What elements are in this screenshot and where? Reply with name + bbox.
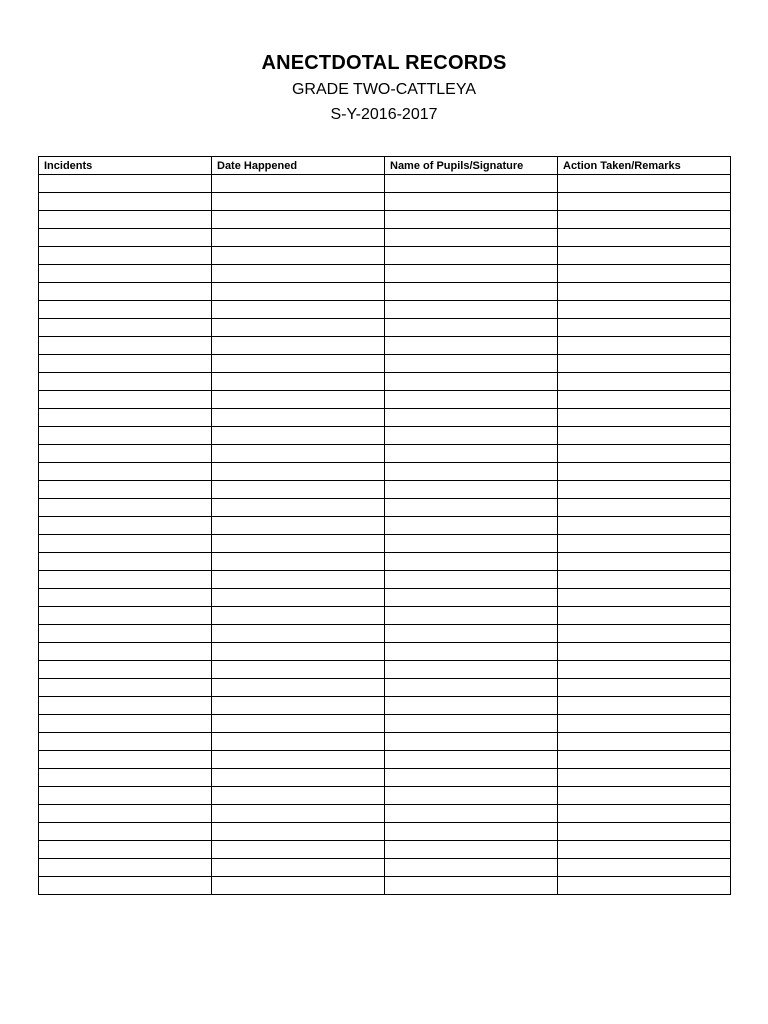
table-cell <box>385 823 558 841</box>
table-cell <box>39 409 212 427</box>
table-cell <box>558 319 731 337</box>
table-cell <box>212 373 385 391</box>
table-cell <box>39 319 212 337</box>
table-cell <box>385 337 558 355</box>
table-cell <box>558 337 731 355</box>
table-cell <box>558 553 731 571</box>
table-cell <box>558 877 731 895</box>
table-cell <box>385 265 558 283</box>
table-row <box>39 859 731 877</box>
table-row <box>39 787 731 805</box>
table-cell <box>212 463 385 481</box>
table-cell <box>558 643 731 661</box>
table-row <box>39 661 731 679</box>
table-cell <box>385 229 558 247</box>
table-cell <box>558 301 731 319</box>
table-cell <box>385 193 558 211</box>
table-cell <box>385 373 558 391</box>
table-cell <box>558 733 731 751</box>
table-cell <box>385 409 558 427</box>
table-cell <box>39 589 212 607</box>
table-cell <box>212 679 385 697</box>
table-cell <box>558 481 731 499</box>
table-header-row <box>39 157 731 175</box>
table-row <box>39 211 731 229</box>
table-cell <box>385 805 558 823</box>
table-cell <box>212 247 385 265</box>
table-cell <box>212 859 385 877</box>
table-cell <box>39 211 212 229</box>
table-cell <box>558 247 731 265</box>
table-cell <box>39 715 212 733</box>
table-cell <box>39 355 212 373</box>
table-cell <box>558 679 731 697</box>
table-cell <box>385 715 558 733</box>
table-row <box>39 517 731 535</box>
table-cell <box>39 805 212 823</box>
table-row <box>39 679 731 697</box>
table-cell <box>212 319 385 337</box>
table-cell <box>212 499 385 517</box>
table-cell <box>385 607 558 625</box>
table-cell <box>39 787 212 805</box>
table-cell <box>212 787 385 805</box>
table-row <box>39 625 731 643</box>
table-cell <box>558 661 731 679</box>
table-cell <box>558 229 731 247</box>
table-cell <box>39 193 212 211</box>
table-cell <box>212 769 385 787</box>
table-cell <box>385 661 558 679</box>
table-cell <box>558 625 731 643</box>
table-row <box>39 571 731 589</box>
table-row <box>39 337 731 355</box>
table-cell <box>558 283 731 301</box>
table-cell <box>385 391 558 409</box>
table-cell <box>39 283 212 301</box>
table-cell <box>212 301 385 319</box>
table-cell <box>39 301 212 319</box>
table-cell <box>385 859 558 877</box>
table-cell <box>212 571 385 589</box>
table-cell <box>385 499 558 517</box>
table-cell <box>385 553 558 571</box>
table-cell <box>558 517 731 535</box>
table-cell <box>385 787 558 805</box>
table-cell <box>39 481 212 499</box>
table-row <box>39 823 731 841</box>
table-cell <box>212 805 385 823</box>
table-cell <box>558 355 731 373</box>
column-header-date-happened: Date Happened <box>212 157 385 175</box>
document-header <box>0 50 768 127</box>
table-cell <box>385 301 558 319</box>
table-cell <box>39 661 212 679</box>
anecdotal-records-table <box>38 156 731 895</box>
table-row <box>39 427 731 445</box>
table-row <box>39 751 731 769</box>
table-cell <box>558 697 731 715</box>
table-cell <box>39 859 212 877</box>
document-title: ANECTDOTAL RECORDS <box>261 52 507 74</box>
table-cell <box>385 625 558 643</box>
table-cell <box>212 841 385 859</box>
table-cell <box>558 823 731 841</box>
table-row <box>39 733 731 751</box>
school-year: S-Y-2016-2017 <box>330 106 438 123</box>
document-subtitle: GRADE TWO-CATTLEYA <box>291 81 476 98</box>
table-cell <box>39 337 212 355</box>
table-cell <box>558 607 731 625</box>
table-cell <box>385 697 558 715</box>
table-cell <box>39 697 212 715</box>
table-row <box>39 553 731 571</box>
table-row <box>39 877 731 895</box>
table-cell <box>39 463 212 481</box>
table-row <box>39 643 731 661</box>
table-cell <box>212 193 385 211</box>
table-cell <box>385 427 558 445</box>
table-cell <box>558 715 731 733</box>
column-header-incidents: Incidents <box>39 157 212 175</box>
table-row <box>39 481 731 499</box>
table-cell <box>39 841 212 859</box>
table-cell <box>39 391 212 409</box>
table-cell <box>558 535 731 553</box>
table-cell <box>212 337 385 355</box>
table-row <box>39 391 731 409</box>
table-row <box>39 355 731 373</box>
table-cell <box>212 661 385 679</box>
table-cell <box>385 571 558 589</box>
table-cell <box>212 409 385 427</box>
table-cell <box>558 193 731 211</box>
table-cell <box>385 517 558 535</box>
table-cell <box>39 265 212 283</box>
table-cell <box>558 859 731 877</box>
table-row <box>39 535 731 553</box>
table-cell <box>558 175 731 193</box>
table-cell <box>558 265 731 283</box>
table-cell <box>558 841 731 859</box>
table-cell <box>39 427 212 445</box>
table-cell <box>39 247 212 265</box>
table-cell <box>212 517 385 535</box>
table-cell <box>212 877 385 895</box>
table-cell <box>212 625 385 643</box>
table-row <box>39 193 731 211</box>
table-cell <box>385 175 558 193</box>
table-cell <box>558 499 731 517</box>
table-cell <box>39 373 212 391</box>
table-cell <box>385 679 558 697</box>
table-row <box>39 445 731 463</box>
table-cell <box>212 589 385 607</box>
table-cell <box>39 535 212 553</box>
table-cell <box>385 211 558 229</box>
table-row <box>39 283 731 301</box>
table-cell <box>212 715 385 733</box>
table-cell <box>385 751 558 769</box>
table-cell <box>39 571 212 589</box>
table-row <box>39 409 731 427</box>
table-cell <box>558 445 731 463</box>
table-cell <box>558 427 731 445</box>
table-cell <box>39 733 212 751</box>
table-cell <box>212 355 385 373</box>
table-row <box>39 841 731 859</box>
table-body <box>39 175 731 895</box>
table-cell <box>39 769 212 787</box>
table-cell <box>385 643 558 661</box>
table-row <box>39 499 731 517</box>
table-row <box>39 805 731 823</box>
table-cell <box>212 265 385 283</box>
table-cell <box>385 535 558 553</box>
table-cell <box>212 391 385 409</box>
table-cell <box>558 571 731 589</box>
table-row <box>39 769 731 787</box>
table-cell <box>39 877 212 895</box>
table-cell <box>39 229 212 247</box>
table-cell <box>385 589 558 607</box>
table-cell <box>558 751 731 769</box>
table-cell <box>558 463 731 481</box>
table-cell <box>39 625 212 643</box>
table-cell <box>558 409 731 427</box>
table-cell <box>39 517 212 535</box>
table-cell <box>212 535 385 553</box>
table-cell <box>212 553 385 571</box>
table-row <box>39 697 731 715</box>
table-cell <box>39 553 212 571</box>
table-cell <box>558 805 731 823</box>
table-row <box>39 589 731 607</box>
table-row <box>39 607 731 625</box>
table-cell <box>39 445 212 463</box>
table-cell <box>558 787 731 805</box>
table-row <box>39 301 731 319</box>
table-cell <box>212 823 385 841</box>
table-row <box>39 175 731 193</box>
table-cell <box>385 733 558 751</box>
table-cell <box>39 823 212 841</box>
column-header-action-taken: Action Taken/Remarks <box>558 157 731 175</box>
table-cell <box>212 643 385 661</box>
table-cell <box>385 463 558 481</box>
table-row <box>39 373 731 391</box>
table-cell <box>385 283 558 301</box>
table-cell <box>385 445 558 463</box>
table-cell <box>385 769 558 787</box>
table-cell <box>212 607 385 625</box>
table-cell <box>212 427 385 445</box>
table-cell <box>212 229 385 247</box>
table-cell <box>212 211 385 229</box>
table-cell <box>212 283 385 301</box>
table-cell <box>212 481 385 499</box>
table-cell <box>558 373 731 391</box>
table-cell <box>39 607 212 625</box>
table-cell <box>212 175 385 193</box>
table-cell <box>385 319 558 337</box>
table-cell <box>212 445 385 463</box>
table-cell <box>39 643 212 661</box>
table-row <box>39 319 731 337</box>
table-cell <box>558 391 731 409</box>
table-row <box>39 463 731 481</box>
table-cell <box>558 589 731 607</box>
table-cell <box>385 481 558 499</box>
table-cell <box>385 877 558 895</box>
table-cell <box>212 751 385 769</box>
table-cell <box>385 841 558 859</box>
table-row <box>39 715 731 733</box>
table-cell <box>385 355 558 373</box>
table-row <box>39 229 731 247</box>
table-cell <box>385 247 558 265</box>
table-cell <box>39 175 212 193</box>
table-cell <box>558 211 731 229</box>
table-cell <box>212 697 385 715</box>
table-row <box>39 247 731 265</box>
table-cell <box>39 499 212 517</box>
table-cell <box>212 733 385 751</box>
table-cell <box>39 751 212 769</box>
table-row <box>39 265 731 283</box>
column-header-name-of-pupils: Name of Pupils/Signature <box>385 157 558 175</box>
table-cell <box>39 679 212 697</box>
table-cell <box>558 769 731 787</box>
